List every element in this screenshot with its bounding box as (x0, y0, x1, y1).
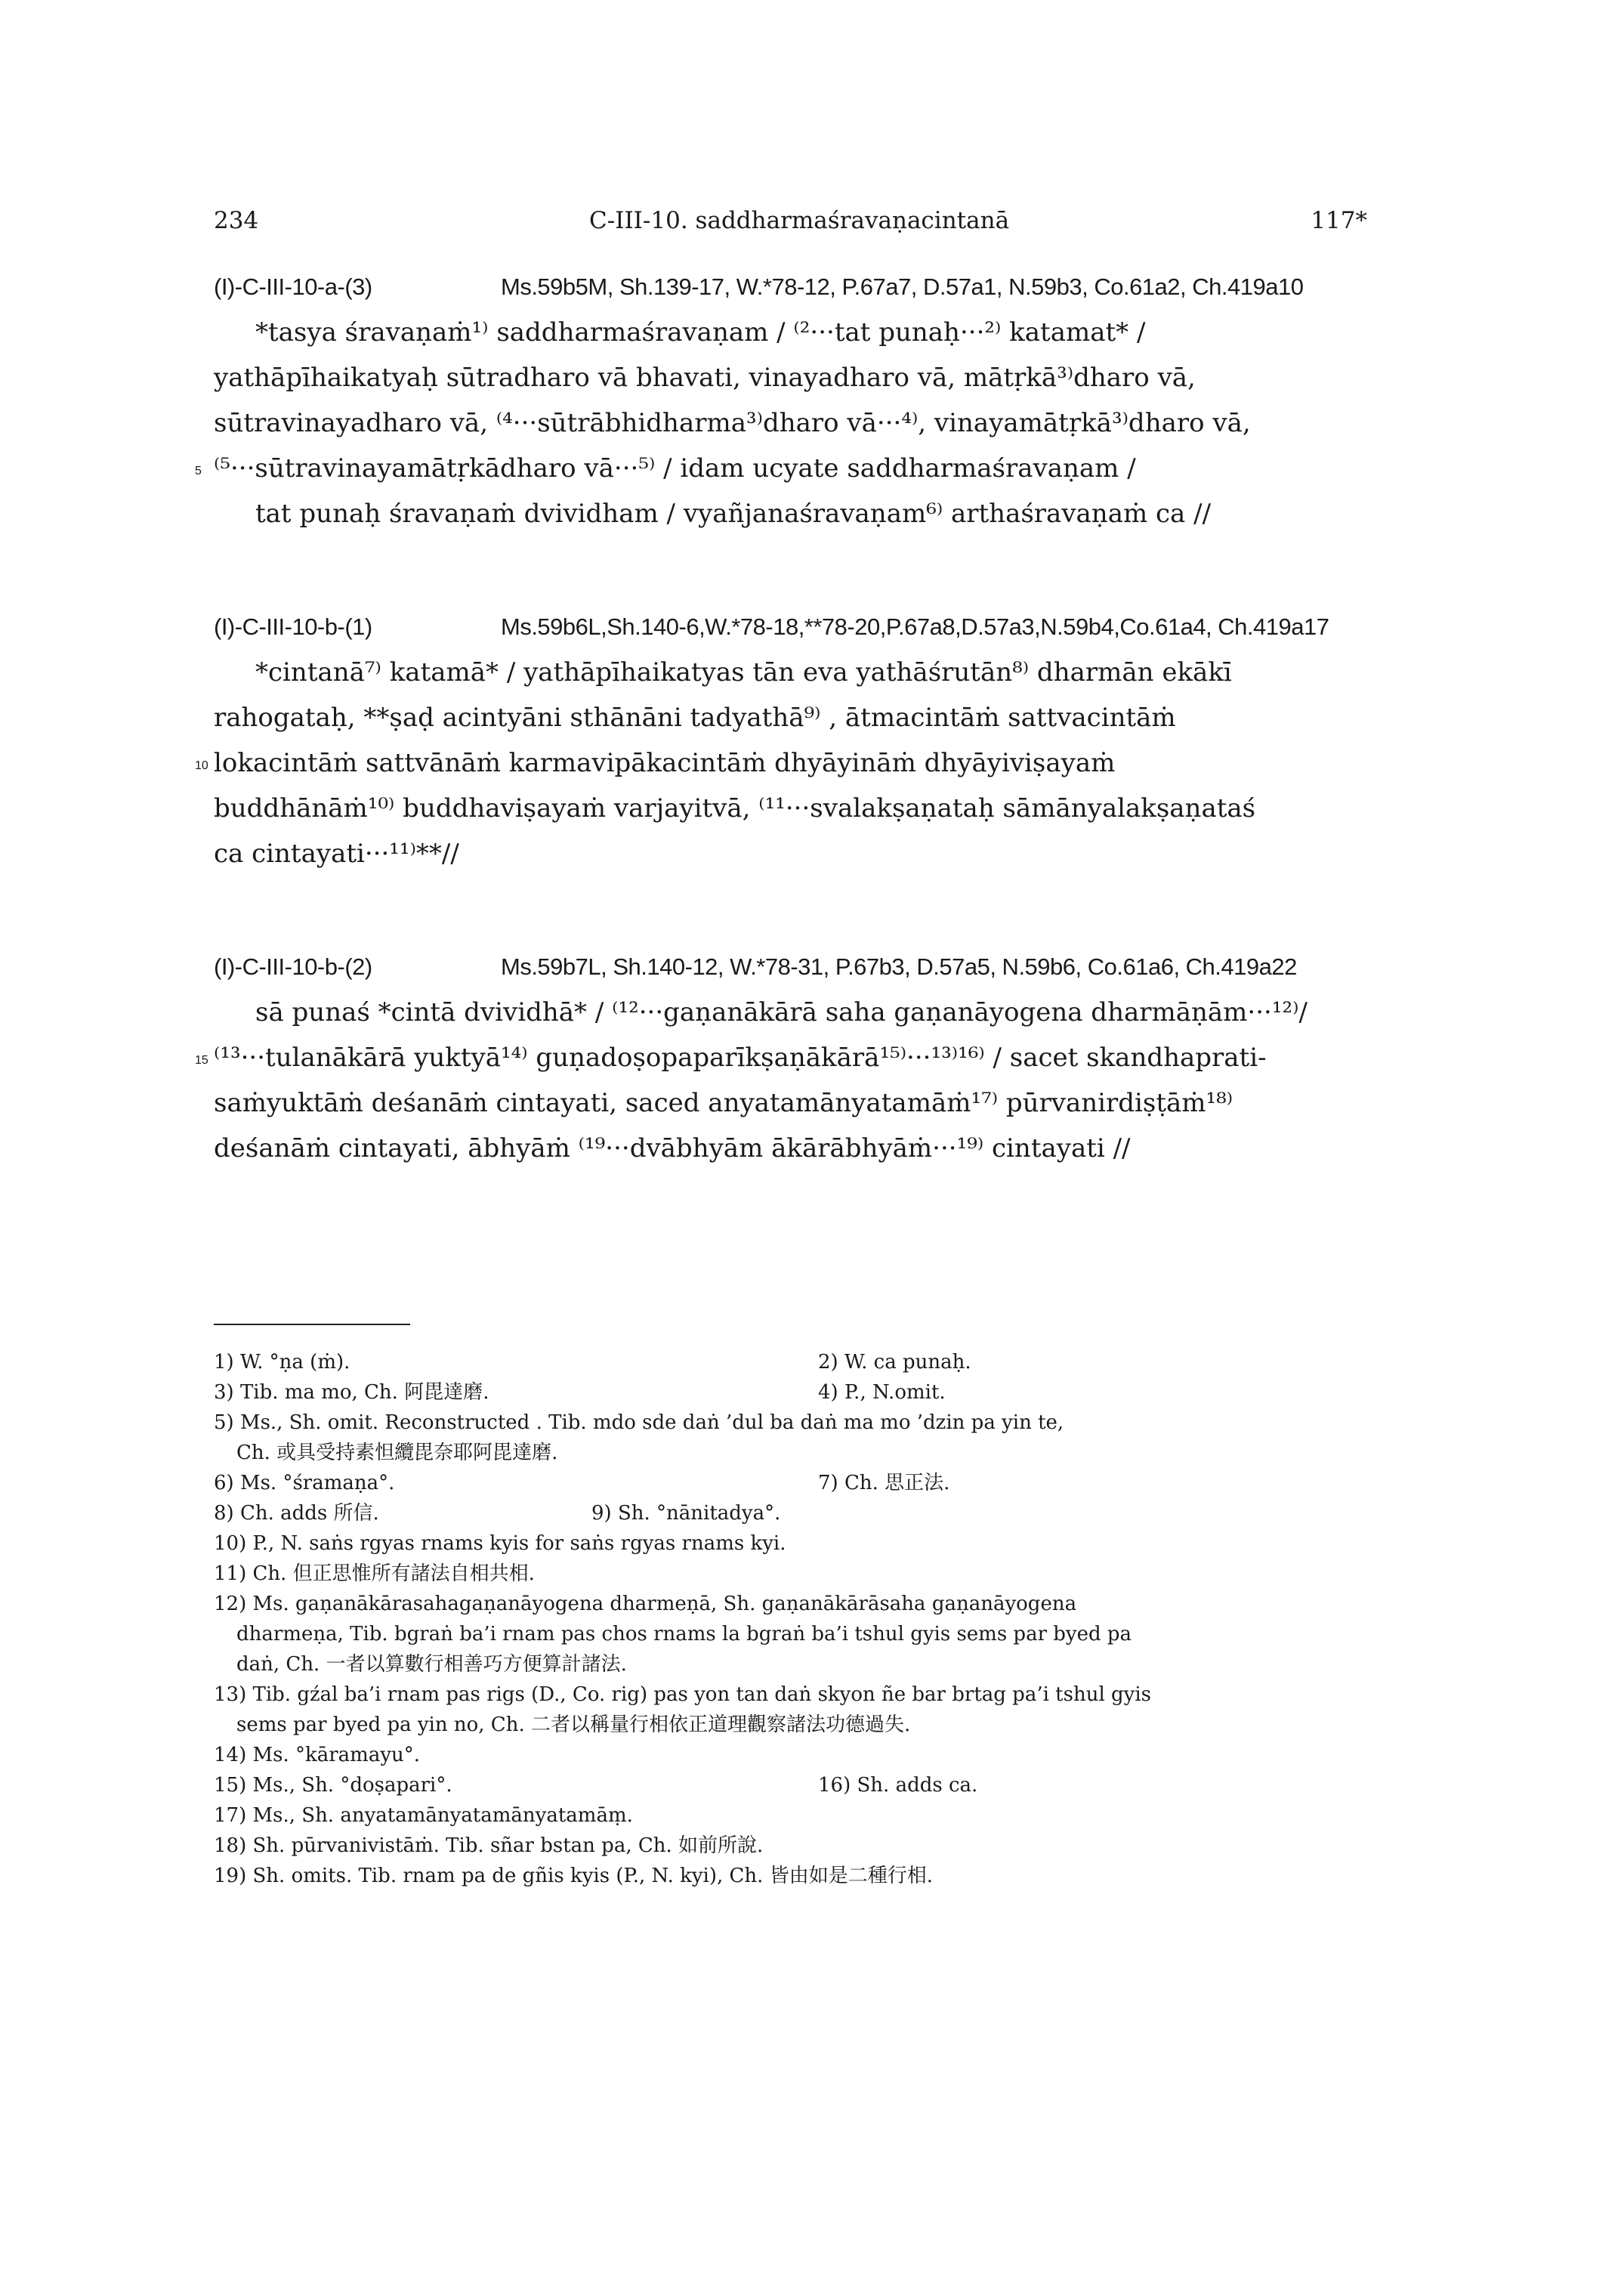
line-text: rahogataḥ, **ṣaḍ acintyāni sthānāni tadyathā⁹⁾ , ātmacintāṁ sattvacintāṁ (214, 703, 1176, 733)
text-line (214, 990, 1407, 1035)
footnote-text: 9) Sh. °nānitadya°. (591, 1502, 781, 1525)
footnote-text: 11) Ch. 但正思惟所有諸法自相共相. (214, 1562, 535, 1585)
footnote-text: 19) Sh. omits. Tib. rnam pa de gñis kyis (P., N. kyi), Ch. 皆由如是二種行相. (214, 1865, 933, 1887)
footnotes (214, 1347, 1407, 1891)
running-title: C-III-10. saddharmaśravaṇacintanā (589, 207, 1010, 234)
line-number: 5 (195, 465, 202, 477)
text-line (214, 786, 1407, 831)
footnote (214, 1619, 1407, 1649)
line-text: ca cintayati···¹¹⁾**// (214, 839, 459, 869)
text-line (214, 831, 1407, 876)
section (195, 264, 1407, 536)
footnote (214, 1377, 1407, 1408)
text-line (214, 1080, 1407, 1126)
footnote-text: 4) P., N.omit. (818, 1381, 946, 1404)
line-text: deśanāṁ cintayati, ābhyāṁ ⁽¹⁹···dvābhyām ākārābhyāṁ···¹⁹⁾ cintayati // (214, 1133, 1131, 1163)
footnote-text: 5) Ms., Sh. omit. Reconstructed . Tib. mdo sde daṅ ’dul ba daṅ ma mo ’dzin pa yin te, (214, 1411, 1064, 1434)
footnote (214, 1347, 1407, 1377)
section (195, 944, 1407, 1171)
footnote-rule (214, 1324, 410, 1325)
footnote-text: daṅ, Ch. 一者以算數行相善巧方便算計諸法. (236, 1653, 627, 1676)
text-line (214, 400, 1407, 446)
footnote-text: dharmeṇa, Tib. bgraṅ ba’i rnam pas chos rnams la bgraṅ ba’i tshul gyis sems par byed pa (236, 1623, 1132, 1646)
footnote (214, 1559, 1407, 1589)
line-number: 15 (195, 1054, 208, 1067)
footnote (214, 1589, 1407, 1619)
text-line (214, 1126, 1407, 1171)
footnote-text: 2) W. ca punaḥ. (818, 1351, 971, 1374)
footnote-text: 8) Ch. adds 所信. (214, 1502, 379, 1525)
footnote-text: 12) Ms. gaṇanākārasahagaṇanāyogena dharmeṇā, Sh. gaṇanākārāsaha gaṇanāyogena (214, 1593, 1077, 1615)
line-text: yathāpīhaikatyaḥ sūtradharo vā bhavati, vinayadharo vā, mātṛkā³⁾dharo vā, (214, 363, 1196, 393)
line-text: lokacintāṁ sattvānāṁ karmavipākacintāṁ dhyāyināṁ dhyāyiviṣayaṁ (214, 748, 1116, 778)
page-number: 234 (214, 207, 259, 234)
section-refs: Ms.59b7L, Sh.140-12, W.*78-31, P.67b3, D.57a5, N.59b6, Co.61a6, Ch.419a22 (501, 953, 1297, 980)
text-line (195, 1035, 1407, 1080)
footnote-text: sems par byed pa yin no, Ch. 二者以稱量行相依正道理觀察諸法功德過失. (236, 1714, 911, 1736)
footnote-text: 15) Ms., Sh. °doṣapari°. (214, 1774, 452, 1797)
folio-number: 117* (1311, 207, 1367, 234)
footnote (214, 1861, 1407, 1891)
footnote (214, 1408, 1407, 1438)
footnote (214, 1740, 1407, 1770)
footnote-text: 17) Ms., Sh. anyatamānyatamānyatamāṃ. (214, 1804, 633, 1827)
text-line (195, 740, 1407, 786)
section-heading (214, 264, 1407, 310)
footnote-text: 7) Ch. 思正法. (818, 1472, 950, 1494)
section-id: (I)-C-III-10-b-(2) (214, 953, 372, 980)
text-line (214, 310, 1407, 355)
footnote-text: 3) Tib. ma mo, Ch. 阿毘達磨. (214, 1381, 489, 1404)
line-text: buddhānāṁ¹⁰⁾ buddhaviṣayaṁ varjayitvā, ⁽¹¹···svalakṣaṇataḥ sāmānyalakṣaṇataś (214, 793, 1256, 824)
section-heading (214, 604, 1407, 650)
line-text: *cintanā⁷⁾ katamā* / yathāpīhaikatyas tān eva yathāśrutān⁸⁾ dharmān ekākī (255, 657, 1232, 688)
footnote (214, 1831, 1407, 1861)
footnote-text: 14) Ms. °kāramayu°. (214, 1744, 421, 1766)
footnote (214, 1438, 1407, 1468)
line-text: sūtravinayadharo vā, ⁽⁴···sūtrābhidharma³⁾dharo vā···⁴⁾, vinayamātṛkā³⁾dharo vā, (214, 408, 1251, 438)
footnote (214, 1649, 1407, 1680)
text-line (214, 695, 1407, 740)
footnote (214, 1770, 1407, 1800)
footnote (214, 1528, 1407, 1559)
footnote-text: 13) Tib. gźal ba’i rnam pas rigs (D., Co. rig) pas yon tan daṅ skyon ñe bar brtag pa’i tshul gyis (214, 1683, 1152, 1706)
section-id: (I)-C-III-10-b-(1) (214, 613, 372, 640)
section-refs: Ms.59b6L,Sh.140-6,W.*78-18,**78-20,P.67a8,D.57a3,N.59b4,Co.61a4, Ch.419a17 (501, 613, 1329, 640)
footnote-text: 1) W. °ṇa (ṁ). (214, 1351, 350, 1374)
footnote (214, 1710, 1407, 1740)
line-text: tat punaḥ śravaṇaṁ dvividham / vyañjanaśravaṇam⁶⁾ arthaśravaṇaṁ ca // (255, 499, 1212, 529)
line-text: saṁyuktāṁ deśanāṁ cintayati, saced anyatamānyatamāṁ¹⁷⁾ pūrvanirdiṣṭāṁ¹⁸⁾ (214, 1088, 1233, 1118)
section-id: (I)-C-III-10-a-(3) (214, 273, 372, 300)
footnote (214, 1468, 1407, 1498)
line-text: *tasya śravaṇaṁ¹⁾ saddharmaśravaṇam / ⁽²···tat punaḥ···²⁾ katamat* / (255, 317, 1146, 348)
line-text: ⁽⁵···sūtravinayamātṛkādharo vā···⁵⁾ / idam ucyate saddharmaśravaṇam / (214, 453, 1136, 484)
section-heading (214, 944, 1407, 990)
footnote-text: 10) P., N. saṅs rgyas rnams kyis for saṅs rgyas rnams kyi. (214, 1532, 786, 1555)
text-line (195, 446, 1407, 491)
footnote (214, 1680, 1407, 1710)
text-line (214, 355, 1407, 400)
footnote-text: 6) Ms. °śramaṇa°. (214, 1472, 395, 1494)
footnote-text: Ch. 或具受持素怛纜毘奈耶阿毘達磨. (236, 1442, 558, 1464)
text-line (214, 491, 1407, 536)
footnote-text: 16) Sh. adds ca. (818, 1774, 978, 1797)
line-number: 10 (195, 759, 208, 772)
footnote (214, 1498, 1407, 1528)
footnote (214, 1800, 1407, 1831)
line-text: ⁽¹³···tulanākārā yuktyā¹⁴⁾ guṇadoṣopaparīkṣaṇākārā¹⁵⁾···¹³⁾¹⁶⁾ / sacet skandhaprati- (214, 1043, 1267, 1073)
section-refs: Ms.59b5M, Sh.139-17, W.*78-12, P.67a7, D.57a1, N.59b3, Co.61a2, Ch.419a10 (501, 273, 1304, 300)
section (195, 604, 1407, 876)
line-text: sā punaś *cintā dvividhā* / ⁽¹²···gaṇanākārā saha gaṇanāyogena dharmāṇām···¹²⁾/ (255, 997, 1308, 1027)
footnote-text: 18) Sh. pūrvanivistāṁ. Tib. sñar bstan pa, Ch. 如前所說. (214, 1834, 764, 1857)
text-line (214, 650, 1407, 695)
